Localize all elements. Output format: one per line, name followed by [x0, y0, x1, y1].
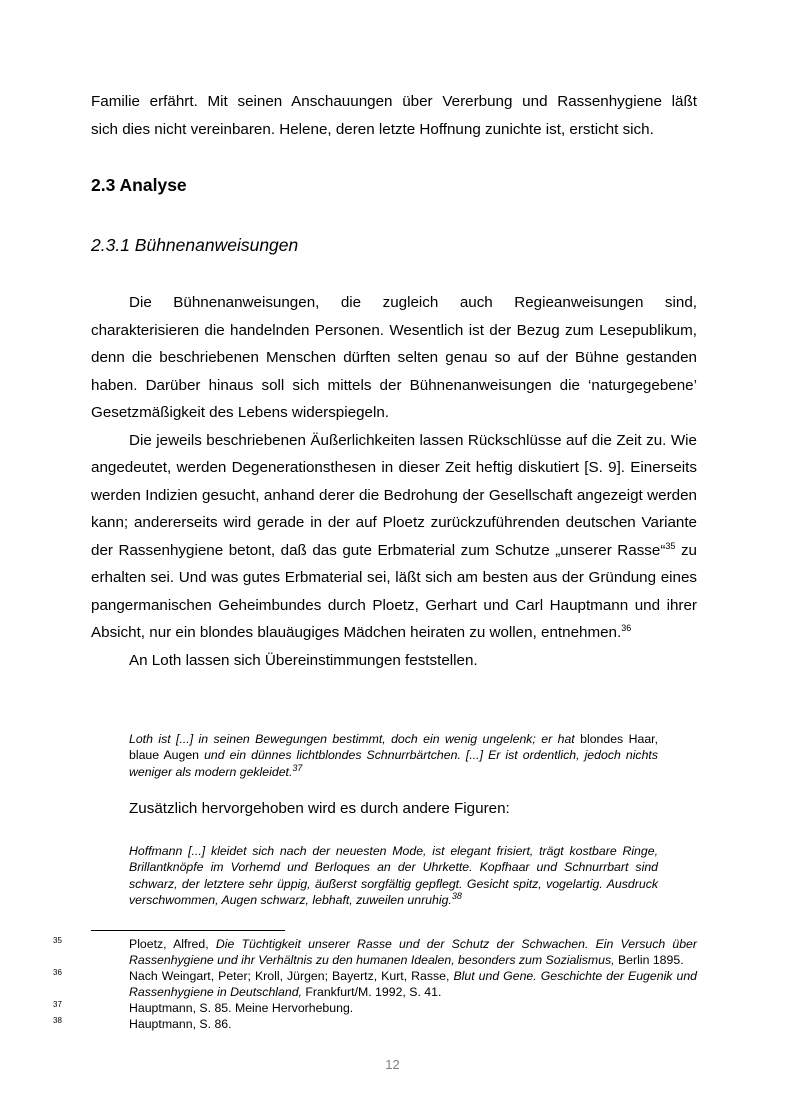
paragraph-4 [129, 795, 689, 823]
section-heading: 2.3 Analyse [91, 175, 187, 195]
quote-2-text: Hoffmann [...] kleidet sich nach der neuesten Mode, ist elegant frisiert, trägt kostbare Ringe, Brillantknöpfe im Vorhemd und Berloques an der Uhrkette. Kopfhaar und Schnurrbart sind schwarz, der letztere sehr üppig, äußerst sorgfältig gepflegt. Gesicht spitz, vogelartig. Ausdruck verschwommen, Augen schwarz, lebhaft, zuweilen unruhig. [129, 844, 658, 908]
footnote-36 [53, 967, 697, 1000]
block-quote-loth [129, 731, 658, 780]
footnote-ref-38[interactable]: 38 [451, 891, 462, 902]
footnote-publication: Berlin 1895. [614, 953, 684, 967]
intro-line-2: sich dies nicht vereinbaren. Helene, deren letzte Hoffnung zunichte ist, ersticht sich. [91, 120, 654, 138]
footnote-number: 36 [53, 967, 62, 977]
footnote-title: Blut und Gene. Geschichte der Eugenik und Rassenhygiene in Deutschland, [129, 969, 697, 999]
block-quote-hoffmann [129, 843, 658, 909]
paragraph-2-part-2: zu erhalten sei. Und was gutes Erbmaterial sei, läßt sich am besten aus der Gründung eines pangermanischen Geheimbundes durch Ploetz, Gerhart und Carl Hauptmann und ihrer Absicht, nur ein blondes blauäugiges Mädchen heiraten zu wollen, entnehmen. [91, 541, 697, 641]
footnote-ref-35[interactable]: 35 [665, 540, 676, 551]
paragraph-1: Die Bühnenanweisungen, die zugleich auch Regieanweisungen sind, charakterisieren die handelnden Personen. Wesentlich ist der Bezug zum Lesepublikum, denn die beschriebenen Menschen dürften selten genau so auf der Bühne gestanden haben. Darüber hinaus soll sich mittels der Bühnenanweisungen die ‘naturgegebene’ Gesetzmäßigkeit des Lebens widerspiegeln. [91, 294, 697, 421]
quote-1-emphasis: blondes Haar, blaue Augen [129, 732, 659, 763]
footnote-38 [53, 1015, 697, 1032]
intro-line-1: Familie erfährt. Mit seinen Anschauungen über Vererbung und Rassenhygiene läßt [91, 93, 697, 110]
footnote-number: 37 [53, 999, 62, 1009]
paragraph-2-part-1: Die jeweils beschriebenen Äußerlichkeiten lassen Rückschlüsse auf die Zeit zu. Wie angedeutet, werden Degenerationsthesen in dieser Zeit heftig diskutiert [S. 9]. Einerseits werden Indizien gesucht, anhand derer die Bedrohung der Gesellschaft angezeigt werden kann; andererseits wird gerade in der auf Ploetz zurückzuführenden deutschen Variante der Rassenhygiene betont, daß das gute Erbmaterial zum Schutze „unserer Rasse“ [91, 431, 697, 559]
intro-paragraph [91, 88, 697, 143]
footnote-35 [53, 935, 697, 968]
footnote-ref-36[interactable]: 36 [621, 622, 632, 633]
footnote-publication: Frankfurt/M. 1992, S. 41. [301, 985, 442, 999]
paragraph-4-text: Zusätzlich hervorgehoben wird es durch andere Figuren: [129, 800, 510, 817]
footnotes [53, 935, 697, 1032]
footnote-number: 38 [53, 1015, 62, 1025]
footnote-37 [53, 999, 697, 1016]
paragraph-2 [91, 427, 697, 647]
footnote-number: 35 [53, 935, 62, 945]
footnote-ref-37[interactable]: 37 [292, 762, 303, 773]
subsection-heading: 2.3.1 Bühnenanweisungen [91, 235, 299, 255]
footnote-title: Die Tüchtigkeit unserer Rasse und der Schutz der Schwachen. Ein Versuch über Rassenhygiene und ihr Verhältnis zu den humanen Idealen, besonders zum Sozialismus, [129, 937, 697, 967]
footnote-text: Hauptmann, S. 86. [129, 1017, 232, 1031]
paragraph-3: An Loth lassen sich Übereinstimmungen feststellen. [129, 651, 478, 669]
page-number: 12 [385, 1057, 400, 1072]
footnote-text: Nach Weingart, Peter; Kroll, Jürgen; Bayertz, Kurt, Rasse, [129, 969, 454, 983]
footnote-text: Hauptmann, S. 85. Meine Hervorhebung. [129, 1001, 354, 1015]
quote-1-part-2: und ein dünnes lichtblondes Schnurrbärtchen. [...] Er ist ordentlich, jedoch nichts weniger als modern gekleidet. [129, 748, 658, 779]
footnote-text: Ploetz, Alfred, [129, 937, 216, 951]
quote-1-part-1: Loth ist [...] in seinen Bewegungen bestimmt, doch ein wenig ungelenk; er hat [129, 732, 581, 746]
footnote-separator [91, 930, 285, 931]
body-paragraphs [91, 289, 697, 674]
